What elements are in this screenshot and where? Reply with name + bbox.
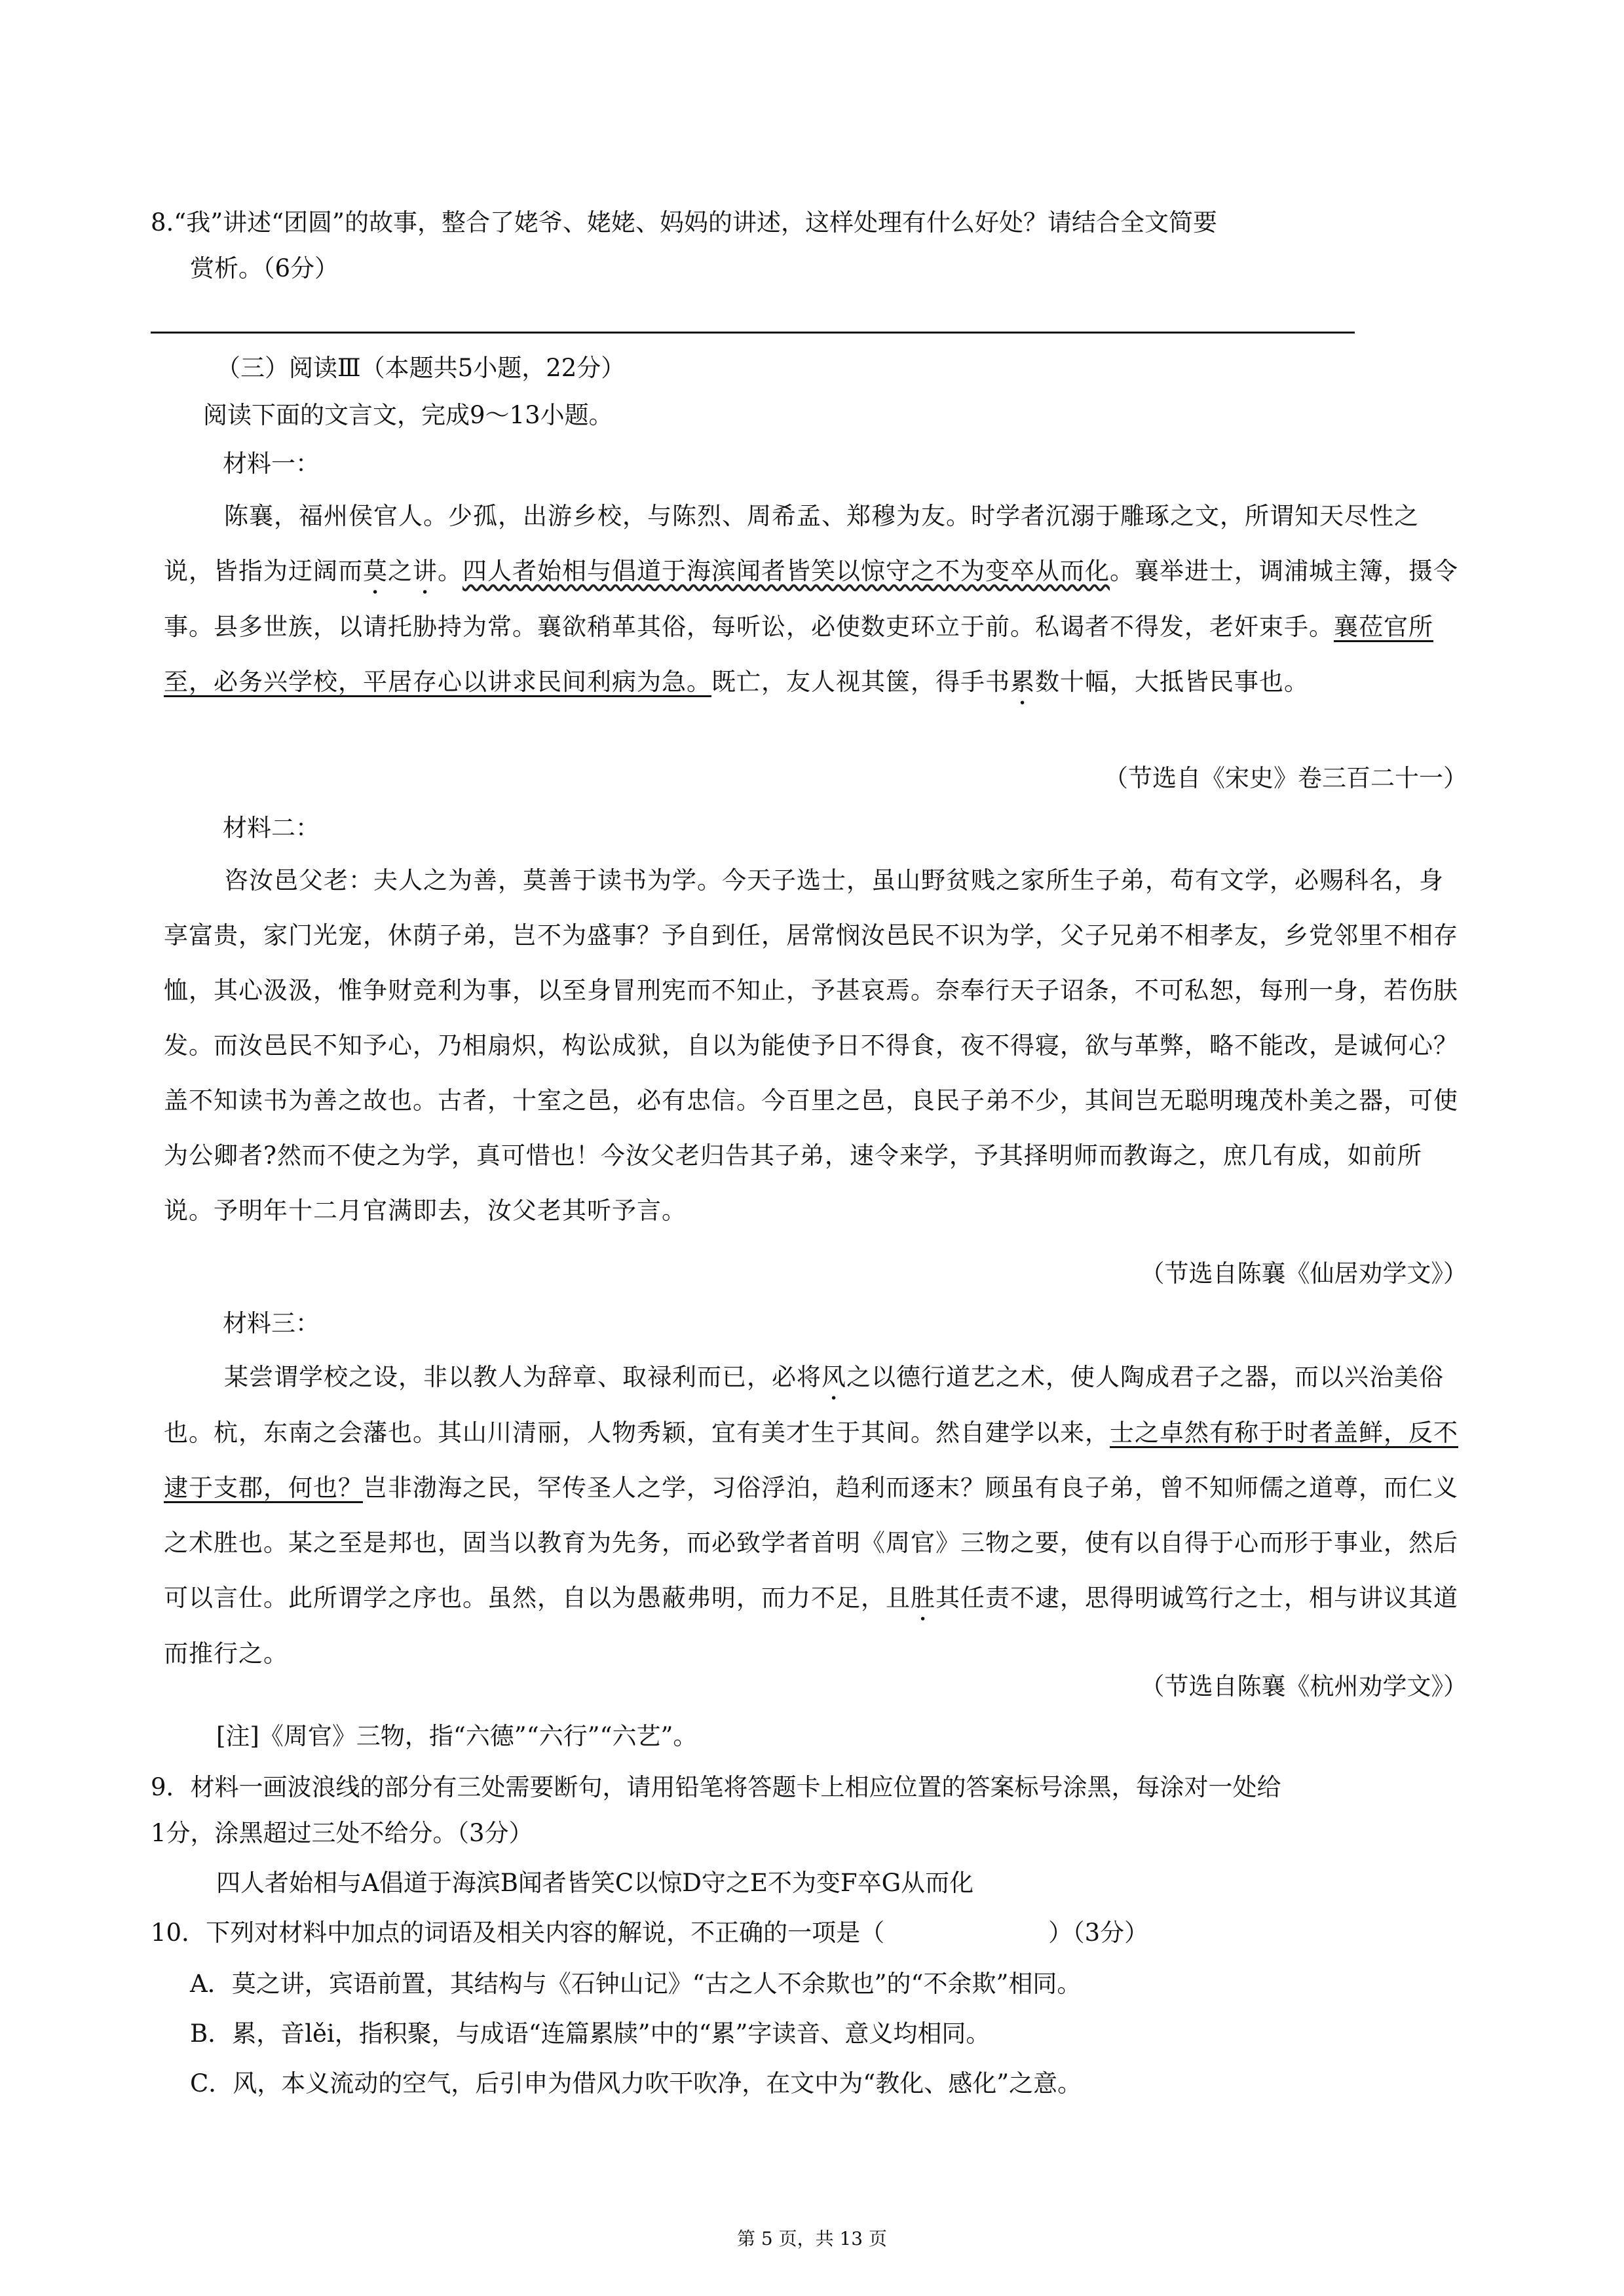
section-instruction: 阅读下面的文言文，完成9～13小题。 (203, 401, 613, 429)
dotted-word-sheng: 胜 (911, 1584, 935, 1612)
material2-source: （节选自陈襄《仙居劝学文》） (1140, 1259, 1467, 1288)
underlined-sentence-2: 士之卓然有称于时者盖鲜，反不逮于支郡，何也？ (164, 1419, 1458, 1502)
dotted-word-jiang: 讲 (413, 557, 438, 585)
wavy-underlined-text: 四人者始相与倡道于海滨闻者皆笑以惊守之不为变卒从而化 (463, 557, 1110, 585)
dotted-word-mo: 莫 (363, 557, 388, 585)
q9-line2: 1分，涂黑超过三处不给分。（3分） (151, 1819, 533, 1847)
q10-option-c: C．风，本义流动的空气，后引申为借风力吹干吹净，在文中为“教化、感化”之意。 (190, 2069, 1082, 2097)
dotted-word-lei: 累 (1010, 668, 1035, 696)
material3-label: 材料三： (223, 1309, 320, 1337)
dotted-word-feng: 风 (821, 1363, 846, 1391)
q8-line1: 8.“我”讲述“团圆”的故事，整合了姥爷、姥姥、妈妈的讲述，这样处理有什么好处？请结合全文简要 (151, 208, 1217, 237)
answer-line (151, 332, 1355, 334)
section-header: （三）阅读Ⅲ（本题共5小题，22分） (216, 354, 626, 382)
q10-option-a: A．莫之讲，宾语前置，其结构与《石钟山记》“古之人不余欺也”的“不余欺”相同。 (190, 1970, 1082, 1998)
q9-line1: 9．材料一画波浪线的部分有三处需要断句，请用铅笔将答题卡上相应位置的答案标号涂黑，每涂对一处给 (151, 1773, 1281, 1801)
material3-source: （节选自陈襄《杭州劝学文》） (1140, 1672, 1467, 1700)
q9-options: 四人者始相与A倡道于海滨B闻者皆笑C以惊D守之E不为变F卒G从而化 (216, 1869, 974, 1897)
material3-note: [注]《周官》三物，指“六德”“六行”“六艺”。 (216, 1722, 698, 1750)
q8-line2: 赏析。（6分） (190, 254, 339, 282)
material2-label: 材料二： (223, 814, 320, 842)
material3-text: 某尝谓学校之设，非以教人为辞章、取禄利而已，必将风之以德行道艺之术，使人陶成君子之器，而以兴治美俗也。杭，东南之会藩也。其山川清丽，人物秀颖，宜有美才生于其间。然自建学以来，士之卓然有称于时者盖鲜，反不逮于支郡，何也？岂非渤海之民，罕传圣人之学，习俗浮泊，趋利而逐末？顾虽有良子弟，曾不知师儒之道尊，而仁义之术胜也。某之至是邦也，固当以教育为先务，而必致学者首明《周官》三物之要，使有以自得于心而形于事业，然后可以言仕。此所谓学之序也。虽然，自以为愚蔽弗明，而力不足，且胜其任责不逮，思得明诚笃行之士，相与讲议其道而推行之。 (164, 1363, 1458, 1668)
page-number: 第 5 页，共 13 页 (736, 2228, 888, 2249)
q10-stem: 10．下列对材料中加点的词语及相关内容的解说，不正确的一项是（ ）（3分） (151, 1919, 1149, 1947)
material2-text: 咨汝邑父老：夫人之为善，莫善于读书为学。今天子选士，虽山野贫贱之家所生子弟，苟有文学，必赐科名，身享富贵，家门光宠，休荫子弟，岂不为盛事？予自到任，居常悯汝邑民不识为学，父子兄弟不相孝友，乡党邻里不相存恤，其心汲汲，惟争财竞利为事，以至身冒刑宪而不知止，予甚哀焉。奈奉行天子诏条，不可私恕，每刑一身，若伤肤发。而汝邑民不知予心，乃相扇炽，构讼成狱，自以为能使予日不得食，夜不得寝，欲与革弊，略不能改，是诚何心？盖不知读书为善之故也。古者，十室之邑，必有忠信。今百里之邑，良民子弟不少，其间岂无聪明瑰茂朴美之器，可使为公卿者?然而不使之为学，真可惜也！今汝父老归告其子弟，速令来学，予其择明师而教诲之，庶几有成，如前所说。予明年十二月官满即去，汝父老其听予言。 (164, 866, 1458, 1225)
underlined-sentence: 襄莅官所至，必务兴学校，平居存心以讲求民间利病为急。 (164, 613, 1433, 696)
material1-label: 材料一： (223, 450, 320, 478)
material1-text: 陈襄，福州侯官人。少孤，出游乡校，与陈烈、周希孟、郑穆为友。时学者沉溺于雕琢之文，所谓知天尽性之说，皆指为迂阔而莫之讲。四人者始相与倡道于海滨闻者皆笑以惊守之不为变卒从而化。襄举进士，调浦城主簿，摄令事。县多世族，以请托胁持为常。襄欲稍革其俗，每听讼，必使数吏环立于前。私谒者不得发，老奸束手。襄莅官所至，必务兴学校，平居存心以讲求民间利病为急。既亡，友人视其箧，得手书累数十幅，大抵皆民事也。 (164, 502, 1458, 696)
material1-source: （节选自《宋史》卷三百二十一） (1104, 764, 1467, 792)
q10-option-b: B．累，音lěi，指积聚，与成语“连篇累牍”中的“累”字读音、意义均相同。 (190, 2019, 991, 2048)
